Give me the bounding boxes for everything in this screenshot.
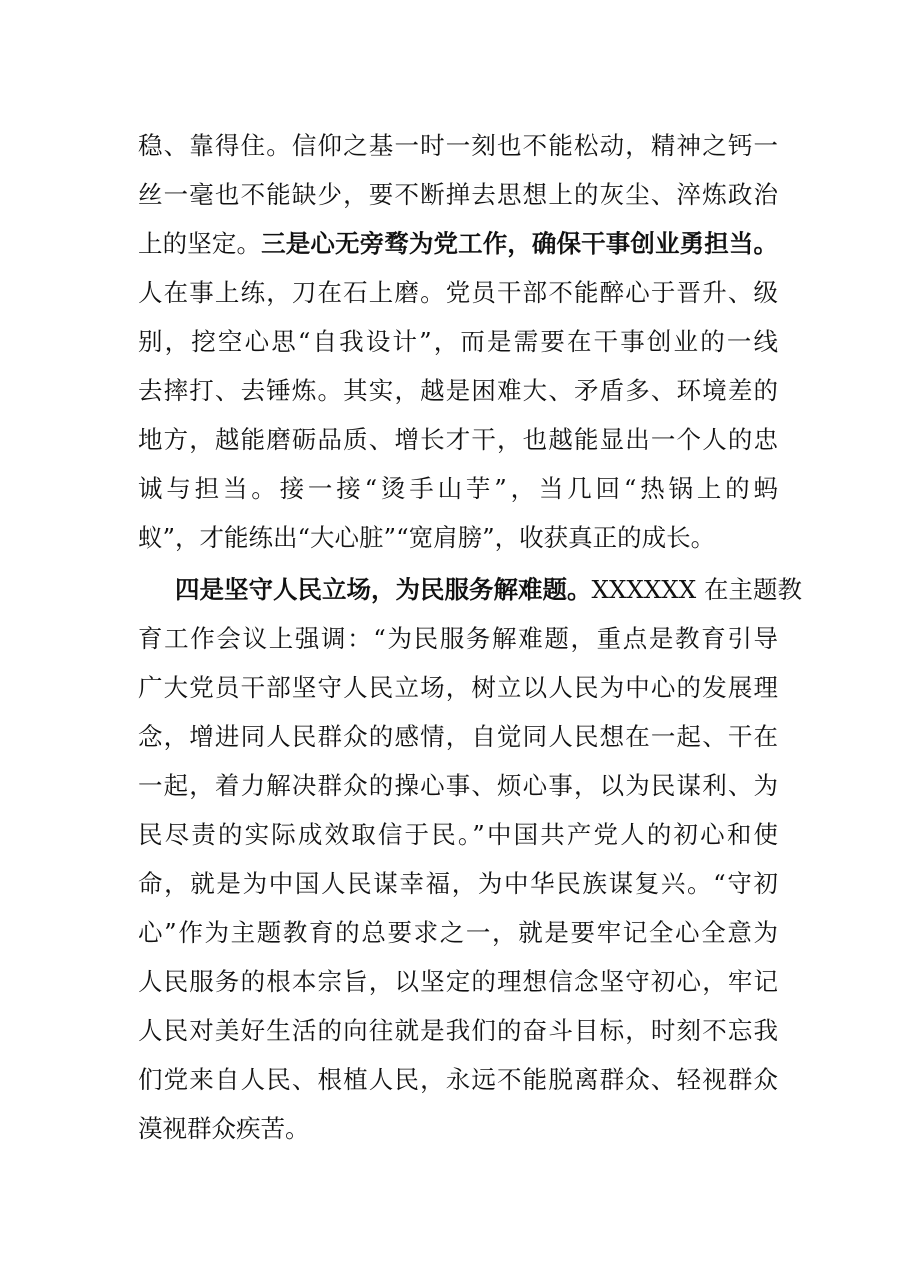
text-line: 别，挖空心思“自我设计”，而是需要在干事创业的一线 (138, 327, 778, 356)
text-line (138, 219, 778, 268)
text-line: 人民对美好生活的向往就是我们的奋斗目标，时刻不忘我 (138, 1016, 778, 1045)
text-line: 地方，越能磨砺品质、增长才干，也越能显出一个人的忠 (138, 425, 778, 454)
text-line: 蚁”，才能练出“大心脏”“宽肩膀”，收获真正的成长。 (138, 523, 716, 552)
text-line: 漠视群众疾苦。 (138, 1114, 310, 1143)
text-line: 育工作会议上强调：“为民服务解难题，重点是教育引导 (138, 624, 778, 653)
text-line: 丝一毫也不能缺少，要不断掸去思想上的灰尘、淬炼政治 (138, 180, 778, 209)
text-line: 们党来自人民、根植人民，永远不能脱离群众、轻视群众 (138, 1065, 778, 1094)
text-line: 诚与担当。接一接“烫手山芋”，当几回“热锅上的蚂 (138, 474, 778, 503)
paragraph-four (138, 565, 802, 1153)
text-line: 命，就是为中国人民谋幸福，为中华民族谋复兴。“守初 (138, 869, 778, 898)
text-line: 民尽责的实际成效取信于民。”中国共产党人的初心和使 (138, 820, 778, 849)
text-line: 一起，着力解决群众的操心事、烦心事，以为民谋利、为 (138, 771, 778, 800)
text-line (138, 565, 802, 614)
text-segment: XXXXXX 在主题教 (591, 575, 802, 604)
heading-three: 三是心无旁骛为党工作，确保干事创业勇担当。 (261, 229, 779, 258)
text-line: 广大党员干部坚守人民立场，树立以人民为中心的发展理 (138, 673, 778, 702)
text-line: 人民服务的根本宗旨，以坚定的理想信念坚守初心，牢记 (138, 967, 778, 996)
text-segment: 上的坚定。 (138, 229, 262, 258)
text-line: 心”作为主题教育的总要求之一，就是要牢记全心全意为 (138, 918, 778, 947)
text-line: 去摔打、去锤炼。其实，越是困难大、矛盾多、环境差的 (138, 376, 778, 405)
text-line: 人在事上练，刀在石上磨。党员干部不能醉心于晋升、级 (138, 278, 778, 307)
text-line: 稳、靠得住。信仰之基一时一刻也不能松动，精神之钙一 (138, 131, 778, 160)
paragraph-continued (138, 121, 778, 562)
text-line: 念，增进同人民群众的感情，自觉同人民想在一起、干在 (138, 722, 778, 751)
heading-four: 四是坚守人民立场，为民服务解难题。 (175, 575, 592, 604)
